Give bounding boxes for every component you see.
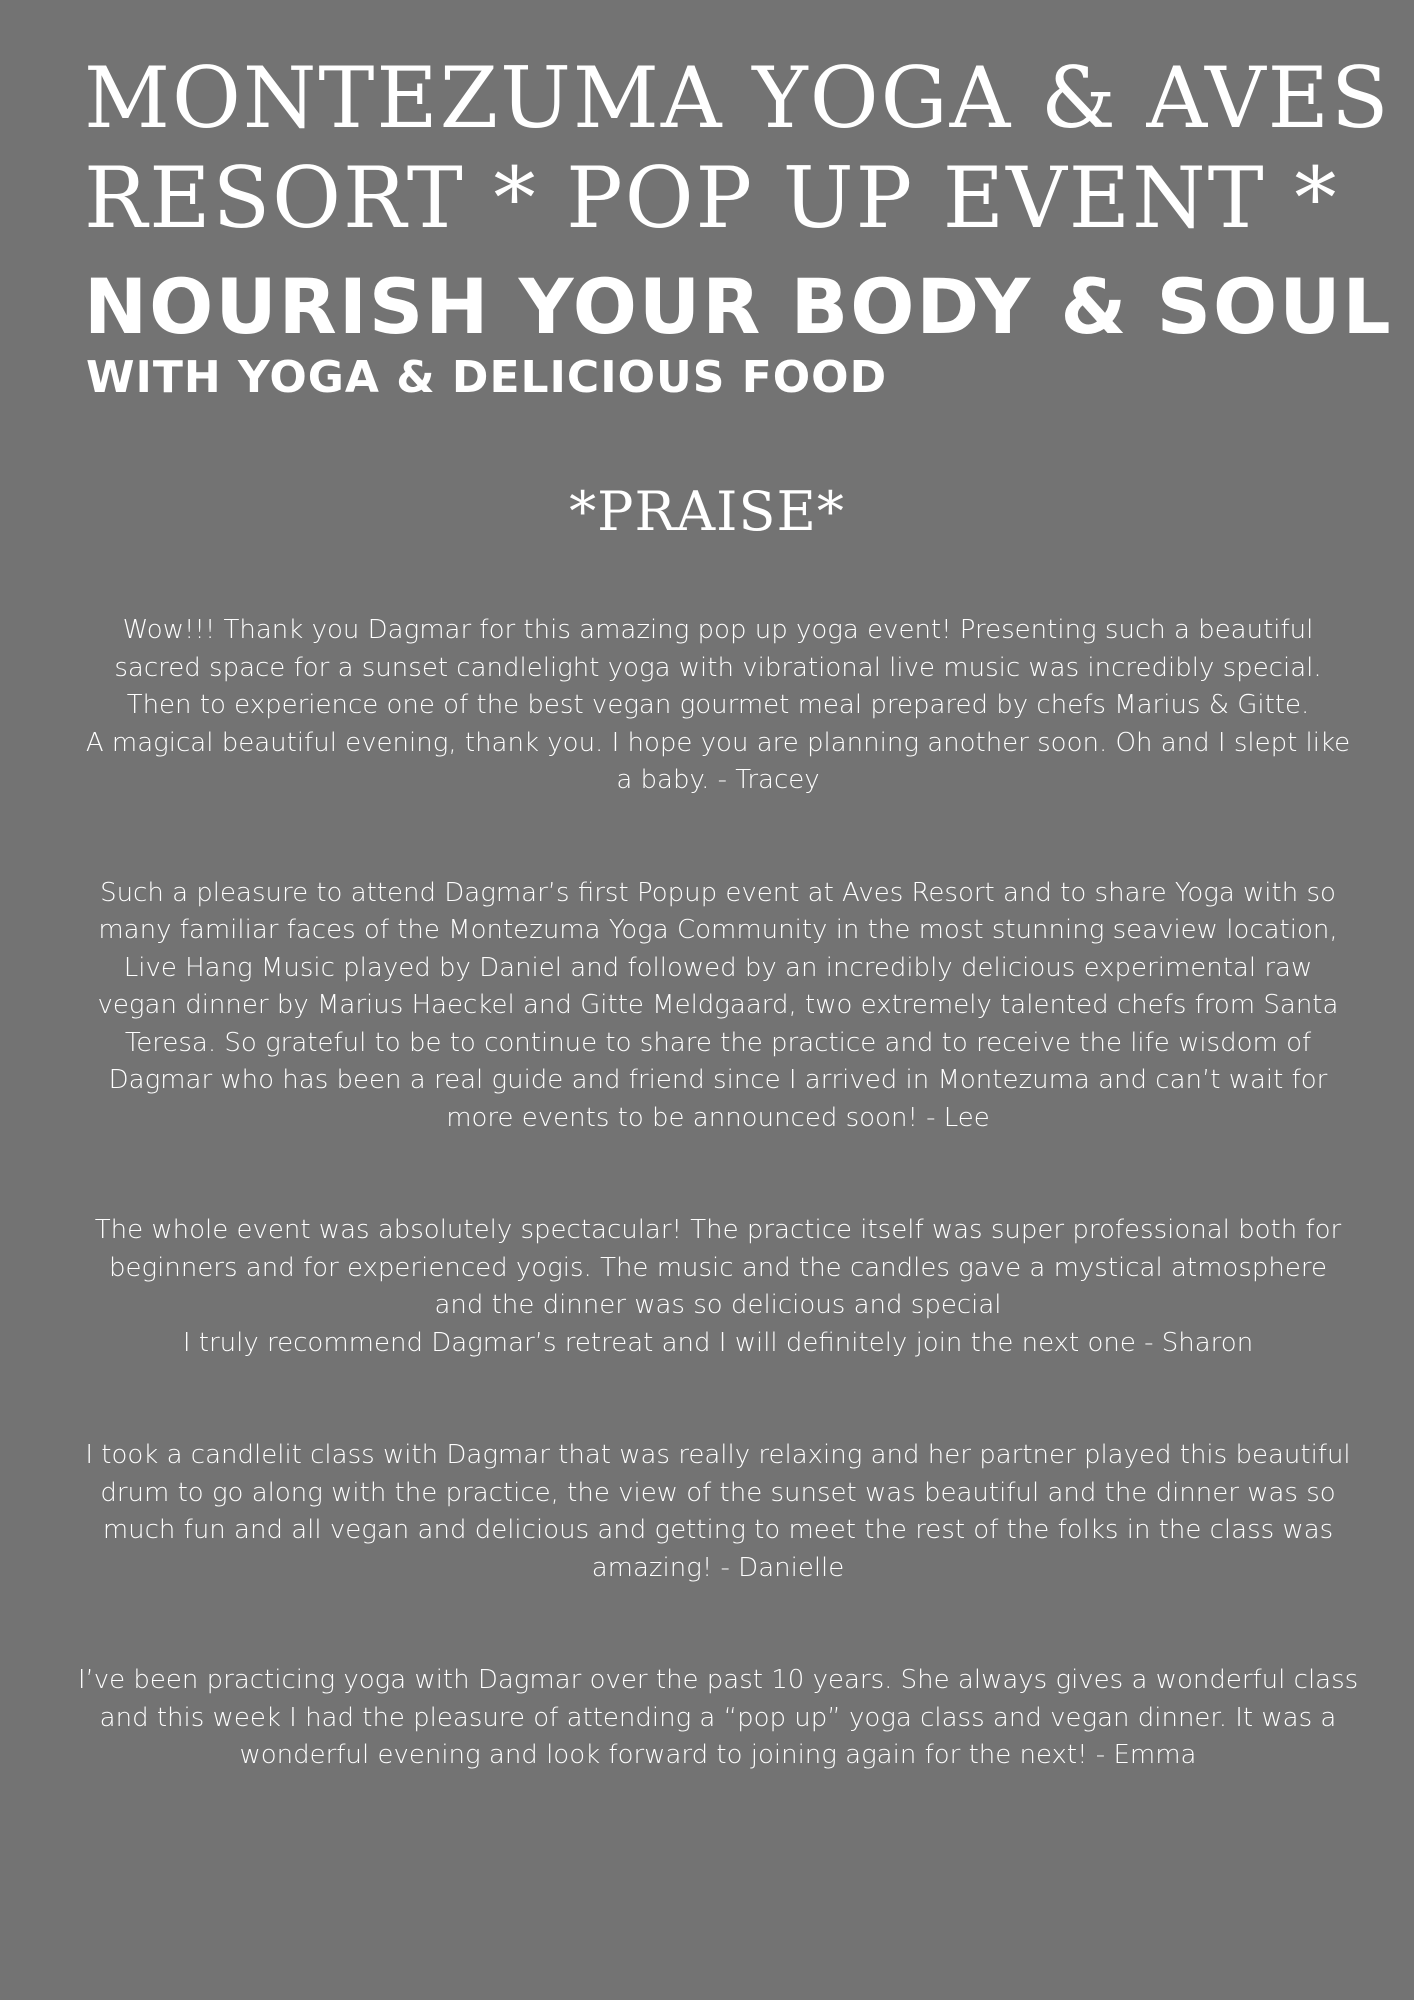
testimonial-line: more events to be announced soon! - Lee (446, 1102, 990, 1133)
testimonial-line: drum to go along with the practice, the view of the sunset was beautiful and the dinner was so (100, 1477, 1336, 1508)
testimonial-line: The whole event was absolutely spectacular! The practice itself was super professional both for (94, 1215, 1342, 1245)
testimonial-line: Dagmar who has been a real guide and friend since I arrived in Montezuma and can’t wait for (108, 1065, 1328, 1095)
testimonial-lee (70, 875, 1366, 1138)
headline: NOURISH YOUR BODY & SOUL (84, 263, 1393, 351)
testimonials-list (70, 612, 1366, 1850)
testimonial-line: Wow!!! Thank you Dagmar for this amazing pop up yoga event! Presenting such a beautiful (122, 615, 1314, 645)
testimonial-line: and the dinner was so delicious and special (434, 1290, 1002, 1320)
testimonial-line: I truly recommend Dagmar’s retreat and I will definitely join the next one - Sharon (182, 1327, 1254, 1358)
subheadline: WITH YOGA & DELICIOUS FOOD (86, 352, 888, 403)
testimonial-line: much fun and all vegan and delicious and getting to meet the rest of the folks in the class was (102, 1515, 1334, 1545)
testimonial-line: beginners and for experienced yogis. The music and the candles gave a mystical atmosphere (109, 1252, 1327, 1283)
testimonial-tracey (70, 612, 1366, 800)
testimonial-line: A magical beautiful evening, thank you. I hope you are planning another soon. Oh and I slept like (85, 727, 1351, 758)
testimonial-emma (70, 1662, 1366, 1775)
testimonial-line: sacred space for a sunset candlelight yoga with vibrational live music was incredibly special. (114, 652, 1322, 683)
testimonial-line: Then to experience one of the best vegan gourmet meal prepared by chefs Marius & Gitte. (126, 690, 1310, 720)
testimonial-line: I’ve been practicing yoga with Dagmar over the past 10 years. She always gives a wonderful class (77, 1665, 1359, 1695)
testimonial-line: many familiar faces of the Montezuma Yoga Community in the most stunning seaview location, (98, 915, 1338, 945)
event-title (84, 48, 1391, 248)
testimonial-line: a baby. - Tracey (616, 765, 820, 795)
testimonial-danielle (70, 1437, 1366, 1587)
testimonial-line: Live Hang Music played by Daniel and followed by an incredibly delicious experimental raw (123, 952, 1313, 983)
praise-heading: *PRAISE* (569, 480, 845, 543)
testimonial-line: amazing! - Danielle (591, 1552, 845, 1583)
testimonial-line: Such a pleasure to attend Dagmar’s first Popup event at Aves Resort and to share Yoga with so (100, 877, 1336, 908)
testimonial-line: wonderful evening and look forward to joining again for the next! - Emma (239, 1740, 1197, 1770)
event-title-line-1: MONTEZUMA YOGA & AVES (84, 49, 1391, 147)
testimonial-line: and this week I had the pleasure of attending a “pop up” yoga class and vegan dinner. It was a (99, 1702, 1337, 1733)
testimonial-line: Teresa. So grateful to be to continue to share the practice and to receive the life wisdom of (124, 1027, 1312, 1058)
testimonial-sharon (70, 1212, 1366, 1362)
event-title-line-2: RESORT * POP UP EVENT * (84, 149, 1339, 247)
testimonial-line: vegan dinner by Marius Haeckel and Gitte Meldgaard, two extremely talented chefs from Santa (97, 990, 1339, 1020)
testimonial-line: I took a candlelit class with Dagmar that was really relaxing and her partner played this beautiful (85, 1440, 1351, 1470)
